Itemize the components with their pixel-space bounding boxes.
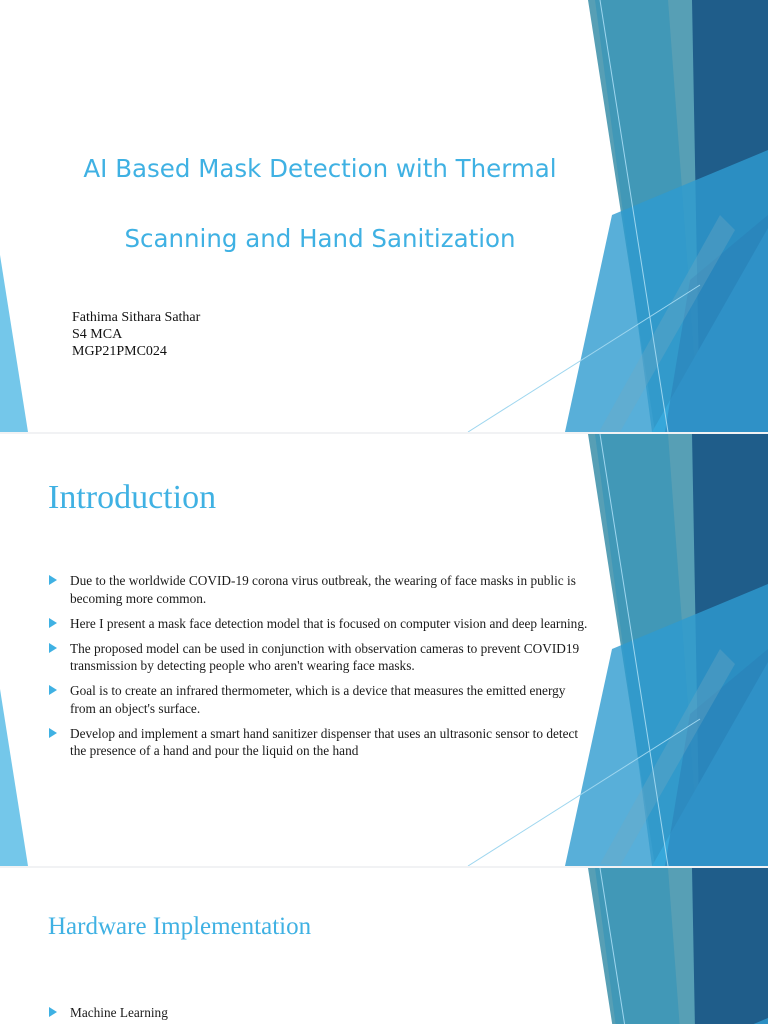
bullet-text: Machine Learning xyxy=(70,1005,168,1020)
slide-heading-introduction: Introduction xyxy=(48,479,217,516)
list-item xyxy=(48,682,588,717)
bullet-text: The proposed model can be used in conjunction with observation cameras to prevent COVID19 transmission by detecting people who aren't wearing face masks. xyxy=(70,640,580,673)
author-block xyxy=(72,309,200,360)
author-id: MGP21PMC024 xyxy=(72,344,167,359)
hardware-implementation-slide xyxy=(0,868,768,1024)
bullet-text: Here I present a mask face detection model that is focused on computer vision and deep learning. xyxy=(70,615,588,631)
bullet-arrow-icon xyxy=(49,1007,57,1017)
list-item xyxy=(48,572,588,607)
bullet-arrow-icon xyxy=(49,685,57,695)
introduction-bullet-list xyxy=(48,572,588,767)
list-item xyxy=(48,640,588,675)
list-item xyxy=(48,725,588,760)
author-name: Fathima Sithara Sathar xyxy=(72,310,201,325)
bullet-arrow-icon xyxy=(49,618,57,628)
bullet-text: Goal is to create an infrared thermometer, which is a device that measures the emitted energy from an object's surface. xyxy=(70,683,566,716)
bullet-text: Due to the worldwide COVID-19 corona virus outbreak, the wearing of face masks in public is becoming more common. xyxy=(70,573,576,606)
slide-heading-hardware: Hardware Implementation xyxy=(48,913,312,940)
title-slide xyxy=(0,0,768,432)
author-course: S4 MCA xyxy=(72,327,123,342)
bullet-arrow-icon xyxy=(49,575,57,585)
list-item xyxy=(48,615,588,633)
hardware-bullet-list xyxy=(48,1004,588,1029)
slide-title-line-2: Scanning and Hand Sanitization xyxy=(124,224,516,253)
bullet-arrow-icon xyxy=(49,643,57,653)
slide-title-line-1: AI Based Mask Detection with Thermal xyxy=(83,154,557,183)
bullet-text: Develop and implement a smart hand sanitizer dispenser that uses an ultrasonic sensor to detect the presence of a hand and pour the liquid on the hand xyxy=(70,725,579,758)
bullet-arrow-icon xyxy=(49,728,57,738)
list-item xyxy=(48,1004,588,1022)
